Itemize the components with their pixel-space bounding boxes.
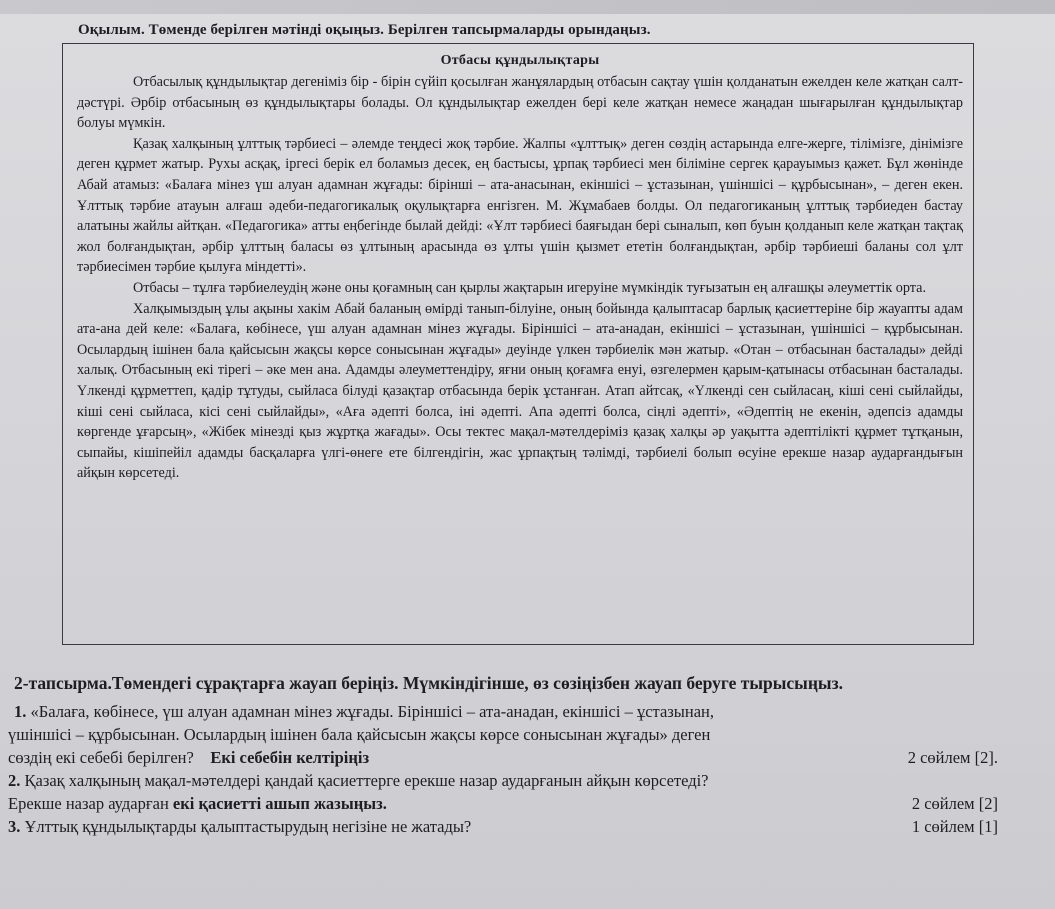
question-1-instruction: Екі себебін келтіріңіз bbox=[210, 748, 370, 767]
question-1-number: 1. bbox=[14, 702, 27, 721]
paragraph-2: Қазақ халқының ұлттық тәрбиесі – әлемде теңдесі жоқ тәрбие. Жалпы «ұлттық» деген сөздің астарында елге-жерге, тілімізге, дінімізге деген құрмет жатыр. Рухы асқақ, іргесі берік ел боламыз десек, ең бастысы, ұрпақ тәрбиесі мен біліміне сергек қарауымыз қажет. Бұл жөнінде Абай атамыз: «Балаға мінез үш алуан адамнан жұғады: біріншi – ата-анасынан, екіншісі – ұстазынан, үшіншісі – құрбысынан», – деген екен. Ұлттық тәрбие атауын алғаш әдеби-педагогикалық оқулықтарға енгізген. М. Жұмабаев болды. Ол педагогиканың ұлттық тәрбиеден бастау алатыны жайлы айтқан. «Педагогика» атты еңбегінде былай дейді: «Ұлт тәрбиесі баяғыдан бері сыналып, көп буын қолданып келе жатқан тақтақ жол болғандықтан, әрбір ұлттың баласы өз ұлтының арасында өз ұлты үшін қызмет ететін болғандықтан, әрбір тәрбиеші баланы сол ұлт тәрбиесімен тәрбие қылуға міндетті». bbox=[77, 135, 963, 276]
question-1-text-b: үшіншісі – құрбысынан. Осылардың ішінен бала қайсысын жақсы көрсе сонысынан жұғады» деген bbox=[8, 725, 711, 744]
question-2-number: 2. bbox=[8, 771, 21, 790]
question-3-marks: 1 сөйлем [1] bbox=[911, 817, 998, 836]
question-3 bbox=[8, 815, 1038, 838]
reading-heading: Оқылым. Төменде берілген мәтінді оқыңыз. Берілген тапсырмаларды орындаңыз. bbox=[78, 22, 651, 38]
cropped-top-edge bbox=[0, 0, 1055, 14]
question-2 bbox=[8, 769, 1038, 815]
question-2-text-a: Қазақ халқының мақал-мәтелдері қандай қасиеттерге ерекше назар аударғанын айқын көрсетеді? bbox=[24, 771, 709, 790]
paragraph-4: Халқымыздың ұлы ақыны хакім Абай баланың өмірді танып-білуіне, оның бойында қалыптасар барлық қасиеттеріне бір жауапты адам ата-ана дей келе: «Балаға, көбінесе, үш алуан адамнан мінез жұғады. Біріншісі – ата-анадан, екіншісі – ұстазынан, үшіншісі – құрбысынан. Осылардың ішінен бала қайсысын жақсы көрсе сонысынан жұғады» деуінде үлкен тәрбиелік мән жатыр. «Отан – отбасынан басталады» дейді халық. Отбасының екі тірегі – әке мен ана. Адамды әлеуметтендіру, яғни оның қоғамға енуі, өзгелермен қарым-қатынасы отбасынан басталады. Үлкенді құрметтеп, қадір тұтуды, сыйласа білуді қазақтар отбасында берік ұстанған. Атап айтсақ, «Үлкенді сен сыйласаң, кіші сені сыйлайды, кіші сені сыйласа, кісі сені сыйлайды», «Аға әдепті болса, іні әдепті. Апа әдепті болса, сіңлі әдепті», «Әдептің не екенін, әдепсіз адамды көргенде ұғарсың», «Жібек мінезді қыз жұртқа жағады». Осы тектес мақал-мәтелдеріміз қазақ халқы әр уақытта әдептілікті құрмет тұтқанын, сыпайы, кішіпейіл адамды басқаларға үлгі-өнеге ете білгендігін, жас ұрпақтың тәлімді, тәрбиелі болып өсуіне ерекше назар аударғандығын айқын көрсетеді. bbox=[77, 300, 963, 482]
question-2-text-b: Ерекше назар аударған bbox=[8, 794, 169, 813]
question-2-instruction: екі қасиетті ашып жазыңыз. bbox=[172, 794, 387, 813]
question-1 bbox=[8, 700, 1038, 769]
task-section bbox=[8, 672, 1038, 838]
task-heading: 2-тапсырма.Төмендегі сұрақтарға жауап беріңіз. Мүмкіндігінше, өз сөзіңізбен жауап беруге тырысыңыз. bbox=[14, 673, 844, 693]
question-2-marks: 2 сөйлем [2] bbox=[911, 794, 998, 813]
question-3-number: 3. bbox=[8, 817, 21, 836]
question-1-marks: 2 сөйлем [2]. bbox=[907, 748, 998, 767]
paragraph-3: Отбасы – тұлға тәрбиелеудің және оны қоғамның сан қырлы жақтарын игеруіне мүмкіндік туғызатын ең алғашқы әлеуметтік орта. bbox=[133, 279, 927, 296]
question-3-text: Ұлттық құндылықтарды қалыптастырудың негізіне не жатады? bbox=[24, 817, 472, 836]
reading-title: Отбасы құндылықтары bbox=[440, 53, 600, 68]
reading-text-box bbox=[62, 43, 974, 645]
question-1-text-a: «Балаға, көбінесе, үш алуан адамнан мінез жұғады. Біріншісі – ата-анадан, екіншісі – ұстазынан, bbox=[30, 702, 714, 721]
paragraph-1: Отбасылық құндылықтар дегеніміз бір - бірін сүйіп қосылған жанұялардың отбасын сақтау үшін қолданатын ежелден келе жатқан салт-дәстүрі. Әрбір отбасының өз құндылықтары болады. Ол құндылықтар ежелден бері келе жатқан немесе жаңадан шығарылған құндылықтар болуы мүмкін. bbox=[77, 74, 963, 132]
question-1-text-c: сөздің екі себебі берілген? bbox=[8, 748, 194, 767]
